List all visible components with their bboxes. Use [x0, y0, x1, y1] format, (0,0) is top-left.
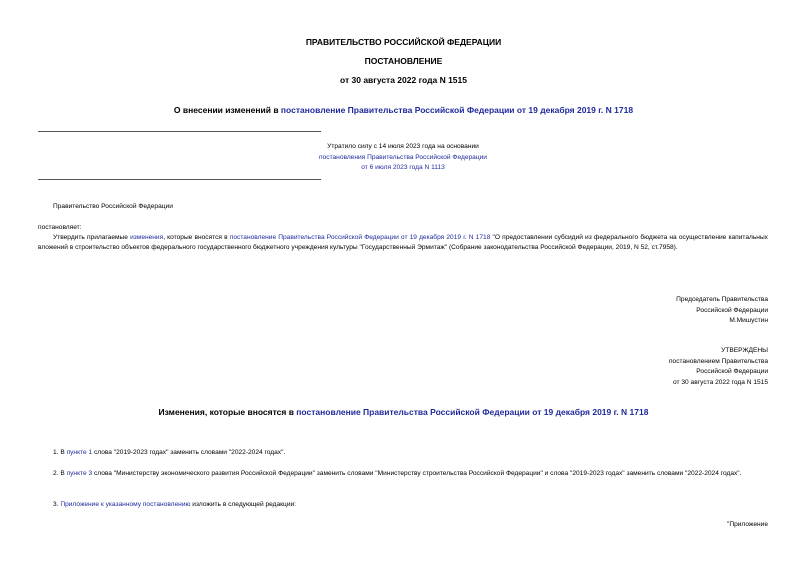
document-type: ПОСТАНОВЛЕНИЕ	[364, 56, 443, 66]
document-title	[0, 105, 807, 115]
item-text: 2. В	[53, 470, 67, 477]
status-note	[210, 142, 596, 174]
paragraph-text: "О предоставлении субсидий из федерального бюджета на осуществление капитальных вложений в строительство объектов федерального государственного бюджетного учреждения культуры "Государственный Эрмитаж" (Собрание законодательства Российской Федерации, 2019, N 52, ст.7958).	[38, 234, 768, 251]
point-1-link[interactable]: пункте 1	[66, 449, 93, 456]
item-text: 3.	[53, 501, 61, 508]
item-text: изложить в следующей редакции:	[190, 501, 297, 508]
divider-bottom	[38, 179, 321, 180]
change-item-2	[38, 469, 768, 479]
change-item-3	[38, 500, 768, 510]
repealing-decree-link[interactable]: постановления Правительства Российской Федерации	[319, 153, 487, 161]
signature-block	[676, 295, 768, 327]
status-note-text: Утратило силу с 14 июля 2023 года на основании	[327, 143, 479, 150]
decides-line: постановляет:	[38, 224, 82, 231]
paragraph-approve	[38, 233, 768, 253]
paragraph-text: Утвердить прилагаемые	[53, 234, 131, 241]
signature-name: М.Мишустин	[729, 317, 768, 324]
divider-top	[38, 131, 321, 132]
item-text: слова "2019-2023 годах" заменить словами "2022-2024 годах".	[92, 449, 286, 456]
approval-date: от 30 августа 2022 года N 1515	[673, 378, 768, 386]
government-line: Правительство Российской Федерации	[53, 203, 173, 210]
repealing-decree-date-link[interactable]: от 6 июля 2023 года N 1113	[361, 164, 445, 171]
signature-position: Председатель Правительства	[676, 296, 768, 303]
paragraph-text: , которые вносятся в	[163, 234, 230, 241]
approval-heading: УТВЕРЖДЕНЫ	[721, 347, 768, 354]
appendix-label: "Приложение	[726, 521, 768, 528]
changes-link[interactable]: изменения	[130, 234, 164, 241]
changes-decree-link[interactable]: постановление Правительства Российской Федерации от 19 декабря 2019 г. N 1718	[296, 407, 649, 417]
appendix-link[interactable]: Приложение к указанному постановлению	[60, 501, 191, 508]
document-title-prefix: О внесении изменений в	[173, 105, 281, 115]
signature-org: Российской Федерации	[696, 306, 768, 314]
document-date: от 30 августа 2022 года N 1515	[340, 75, 467, 85]
amended-decree-link[interactable]: постановление Правительства Российской Федерации от 19 декабря 2019 г. N 1718	[280, 105, 634, 115]
decree-link[interactable]: постановление Правительства Российской Федерации от 19 декабря 2019 г. N 1718	[229, 234, 491, 241]
change-item-1	[38, 448, 768, 458]
approval-block	[669, 346, 768, 388]
changes-title-prefix: Изменения, которые вносятся в	[158, 407, 297, 417]
item-text: слова "Министерству экономического развития Российской Федерации" заменить словами "Министерству строительства Российской Федерации" и слова "2019-2023 годах" заменить словами "2022-2024 годах".	[92, 470, 742, 477]
approval-line: Российской Федерации	[696, 368, 768, 375]
changes-title	[0, 407, 807, 417]
item-text: 1. В	[53, 449, 67, 456]
approval-line: постановлением Правительства	[668, 357, 768, 365]
point-3-link[interactable]: пункте 3	[66, 470, 93, 477]
government-heading: ПРАВИТЕЛЬСТВО РОССИЙСКОЙ ФЕДЕРАЦИИ	[305, 37, 502, 47]
